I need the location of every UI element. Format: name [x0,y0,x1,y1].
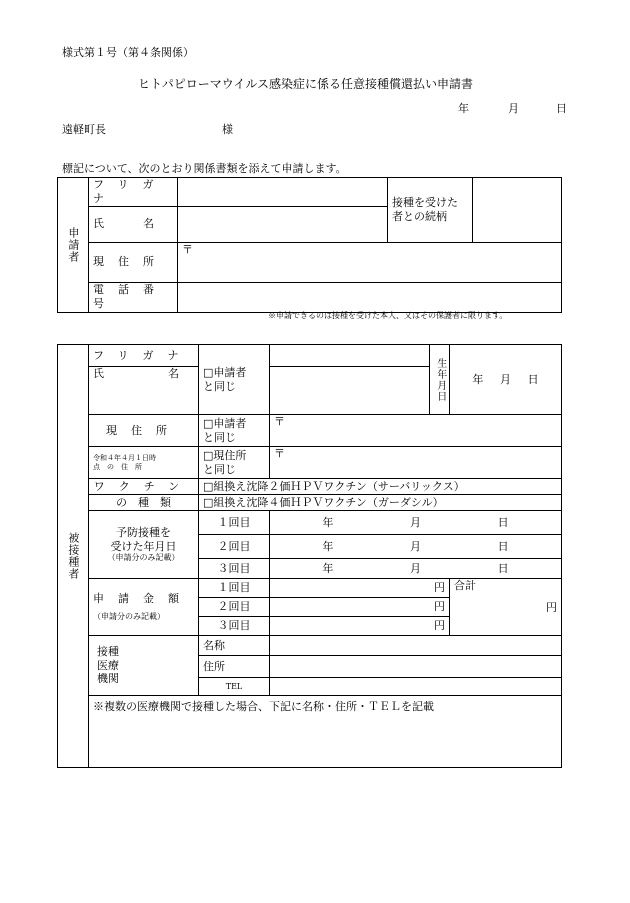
dose-year: 年 [322,515,334,529]
postal-mark: 〒 [274,415,285,428]
recipient-furigana-label: フリガナ [89,345,199,367]
postal-mark: 〒 [274,447,285,460]
birth-label: 生年月日 [430,345,450,415]
facility-name-input[interactable] [270,636,562,656]
form-number: 様式第１号（第４条関係） [62,46,194,59]
dose-year: 年 [322,561,334,575]
multi-facility-note: ※複数の医療機関で接種した場合、下記に名称・住所・ＴＥＬを記載 [93,700,434,713]
multi-facility-note-area[interactable] [89,696,562,768]
checkbox-label: と同じ [203,379,236,393]
amount-dose-2-input[interactable]: 円 [270,598,450,617]
date-label-line2: 受けた年月日 [110,539,177,553]
r4-address-label [89,447,199,479]
amount-dose-1-label: １回目 [199,579,270,598]
amount-dose-2-label: ２回目 [199,598,270,617]
dose-month: 月 [409,515,421,529]
applicant-address-label: 現住所 [89,242,178,282]
amount-dose-3-label: ３回目 [199,617,270,636]
amount-label-text: 申請金額 [93,592,193,606]
amount-total[interactable] [450,579,562,636]
birth-date-input[interactable] [450,345,562,415]
facility-tel-label: TEL [199,678,270,696]
recipient-table [57,344,562,768]
facility-tel-input[interactable] [270,678,562,696]
recipient-section-label: 被接種者 [58,345,89,768]
applicant-name-label: 氏 名 [89,206,178,242]
dose-year: 年 [322,539,334,553]
amount-dose-3-input[interactable]: 円 [270,617,450,636]
date-month-label: 月 [508,102,519,115]
vaccination-date-label [89,511,199,579]
checkbox-addr-same[interactable]: □申請者 [203,416,247,430]
checkbox-label: と同じ [203,430,236,444]
amount-dose-1-input[interactable]: 円 [270,579,450,598]
facility-label-text: 接種医療機関 [97,644,119,686]
checkbox-label: と同じ [203,462,236,476]
birth-day: 日 [527,372,539,386]
recipient-name-input[interactable] [270,367,430,415]
date-label-note: （申請分のみ記載） [107,553,180,563]
recipient-name-label: 氏 名 [89,367,199,415]
r4-address-input[interactable] [270,447,562,479]
dose-day: 日 [497,515,509,529]
vaccine-label-1: ワクチン [89,479,199,495]
applicant-relation-label: 接種を受けた者との続柄 [388,178,473,243]
recipient-address-input[interactable] [270,415,562,447]
applicant-furigana-input[interactable] [178,178,388,207]
dose-month: 月 [409,561,421,575]
dose-1-label: １回目 [199,511,270,535]
dose-day: 日 [497,561,509,575]
checkbox-applicant-same[interactable]: □申請者 [203,365,247,379]
dose-month: 月 [409,539,421,553]
applicant-relation-input[interactable] [473,178,562,243]
dose-3-label: ３回目 [199,559,270,579]
recipient-address-label: 現住所 [89,415,199,447]
addressee: 遠軽町長 [62,123,106,136]
applicant-furigana-label: フリガナ [89,178,178,207]
applicant-address-input[interactable] [178,242,562,282]
facility-address-input[interactable] [270,656,562,678]
date-year-label: 年 [458,102,469,115]
birth-month: 月 [499,372,511,386]
date-day-label: 日 [556,102,567,115]
checkbox-r4-same[interactable]: □現住所 [203,448,247,462]
dose-3-date[interactable] [270,559,562,579]
intro-text: 標記について、次のとおり関係書類を添えて申請します。 [62,162,347,175]
dose-day: 日 [497,539,509,553]
addressee-suffix: 様 [222,123,233,136]
postal-mark: 〒 [182,242,193,256]
facility-name-label: 名称 [199,636,270,656]
amount-note: （申請分のみ記載） [93,611,165,621]
vaccine-label-2: の 種 類 [89,495,199,511]
recipient-addr-same[interactable] [199,415,270,447]
applicant-phone-label: 電話番号 [89,282,178,312]
recipient-same-as-applicant[interactable] [199,345,270,415]
r4-label-line2: 点 の 住 所 [93,462,142,471]
vaccine-option-1[interactable]: □組換え沈降２価ＨＰＶワクチン（サーバリックス） [199,479,562,495]
r4-same[interactable] [199,447,270,479]
dose-1-date[interactable] [270,511,562,535]
applicant-table [57,177,562,313]
date-label-line1: 予防接種を [116,525,171,539]
amount-label [89,579,199,636]
birth-year: 年 [472,372,484,386]
total-label: 合計 [454,579,476,592]
applicant-phone-input[interactable] [178,282,562,312]
dose-2-date[interactable] [270,535,562,559]
r4-label-line1: 令和４年４月１日時 [93,453,156,462]
applicant-section-label: 申請者 [58,178,89,313]
applicant-name-input[interactable] [178,206,388,242]
vaccine-option-2[interactable]: □組換え沈降４価ＨＰＶワクチン（ガーダシル） [199,495,562,511]
form-title: ヒトパピローマウイルス感染症に係る任意接種償還払い申請書 [138,77,474,91]
facility-address-label: 住所 [199,656,270,678]
total-yen: 円 [546,600,557,614]
recipient-furigana-input[interactable] [270,345,430,367]
dose-2-label: ２回目 [199,535,270,559]
facility-label [89,636,199,696]
applicant-note: ※申請できるのは接種を受けた本人、又はその保護者に限ります。 [268,311,508,320]
